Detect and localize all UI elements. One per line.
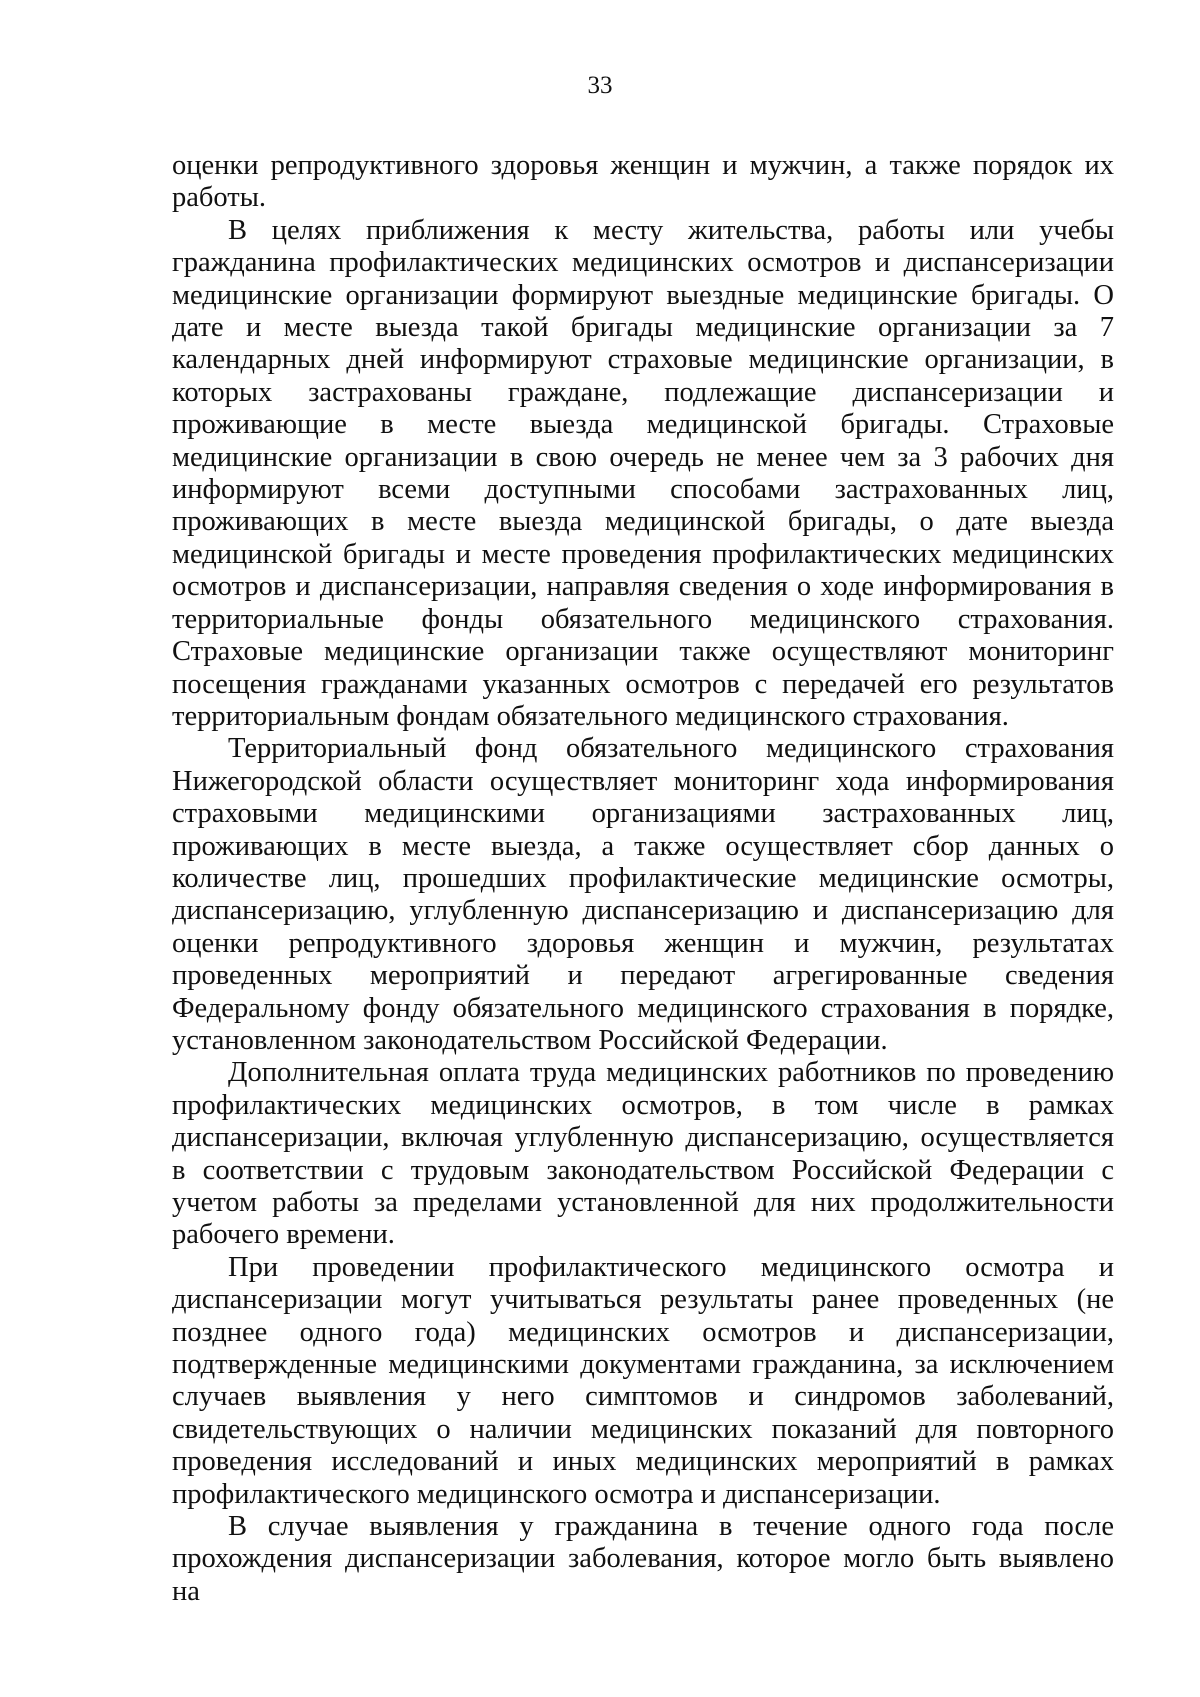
paragraph-additional-payment: Дополнительная оплата труда медицинских работников по проведению профилактических медицинских осмотров, в том числе в рамках диспансеризации, включая углубленную диспансеризацию, осуществляется в соответствии с трудовым законодательством Российской Федерации с учетом работы за пределами установленной для них продолжительности рабочего времени.: [172, 1057, 1114, 1251]
paragraph-detected-disease: В случае выявления у гражданина в течение одного года после прохождения диспансеризации заболевания, которое могло быть выявлено на: [172, 1511, 1114, 1607]
page-number: 33: [587, 72, 613, 99]
document-body: [172, 150, 1114, 1608]
paragraph-mobile-brigades: В целях приближения к месту жительства, работы или учебы гражданина профилактических медицинских осмотров и диспансеризации медицинские организации формируют выездные медицинские бригады. О дате и месте выезда такой бригады медицинские организации за 7 календарных дней информируют страховые медицинские организации, в которых застрахованы граждане, подлежащие диспансеризации и проживающие в месте выезда медицинской бригады. Страховые медицинские организации в свою очередь не менее чем за 3 рабочих дня информируют всеми доступными способами застрахованных лиц, проживающих в месте выезда медицинской бригады, о дате выезда медицинской бригады и месте проведения профилактических медицинских осмотров и диспансеризации, направляя сведения о ходе информирования в территориальные фонды обязательного медицинского страхования. Страховые медицинские организации также осуществляют мониторинг посещения гражданами указанных осмотров с передачей его результатов территориальным фондам обязательного медицинского страхования.: [172, 214, 1114, 732]
paragraph-territorial-fund: Территориальный фонд обязательного медицинского страхования Нижегородской области осуществляет мониторинг хода информирования страховыми медицинскими организациями застрахованных лиц, проживающих в месте выезда, а также осуществляет сбор данных о количестве лиц, прошедших профилактические медицинские осмотры, диспансеризацию, углубленную диспансеризацию и диспансеризацию для оценки репродуктивного здоровья женщин и мужчин, результатах проведенных мероприятий и передают агрегированные сведения Федеральному фонду обязательного медицинского страхования в порядке, установленном законодательством Российской Федерации.: [172, 733, 1114, 1056]
paragraph-continuation: оценки репродуктивного здоровья женщин и мужчин, а также порядок их работы.: [172, 150, 1114, 214]
paragraph-previous-results: При проведении профилактического медицинского осмотра и диспансеризации могут учитываться результаты ранее проведенных (не позднее одного года) медицинских осмотров и диспансеризации, подтвержденные медицинскими документами гражданина, за исключением случаев выявления у него симптомов и синдромов заболеваний, свидетельствующих о наличии медицинских показаний для повторного проведения исследований и иных медицинских мероприятий в рамках профилактического медицинского осмотра и диспансеризации.: [172, 1251, 1114, 1510]
